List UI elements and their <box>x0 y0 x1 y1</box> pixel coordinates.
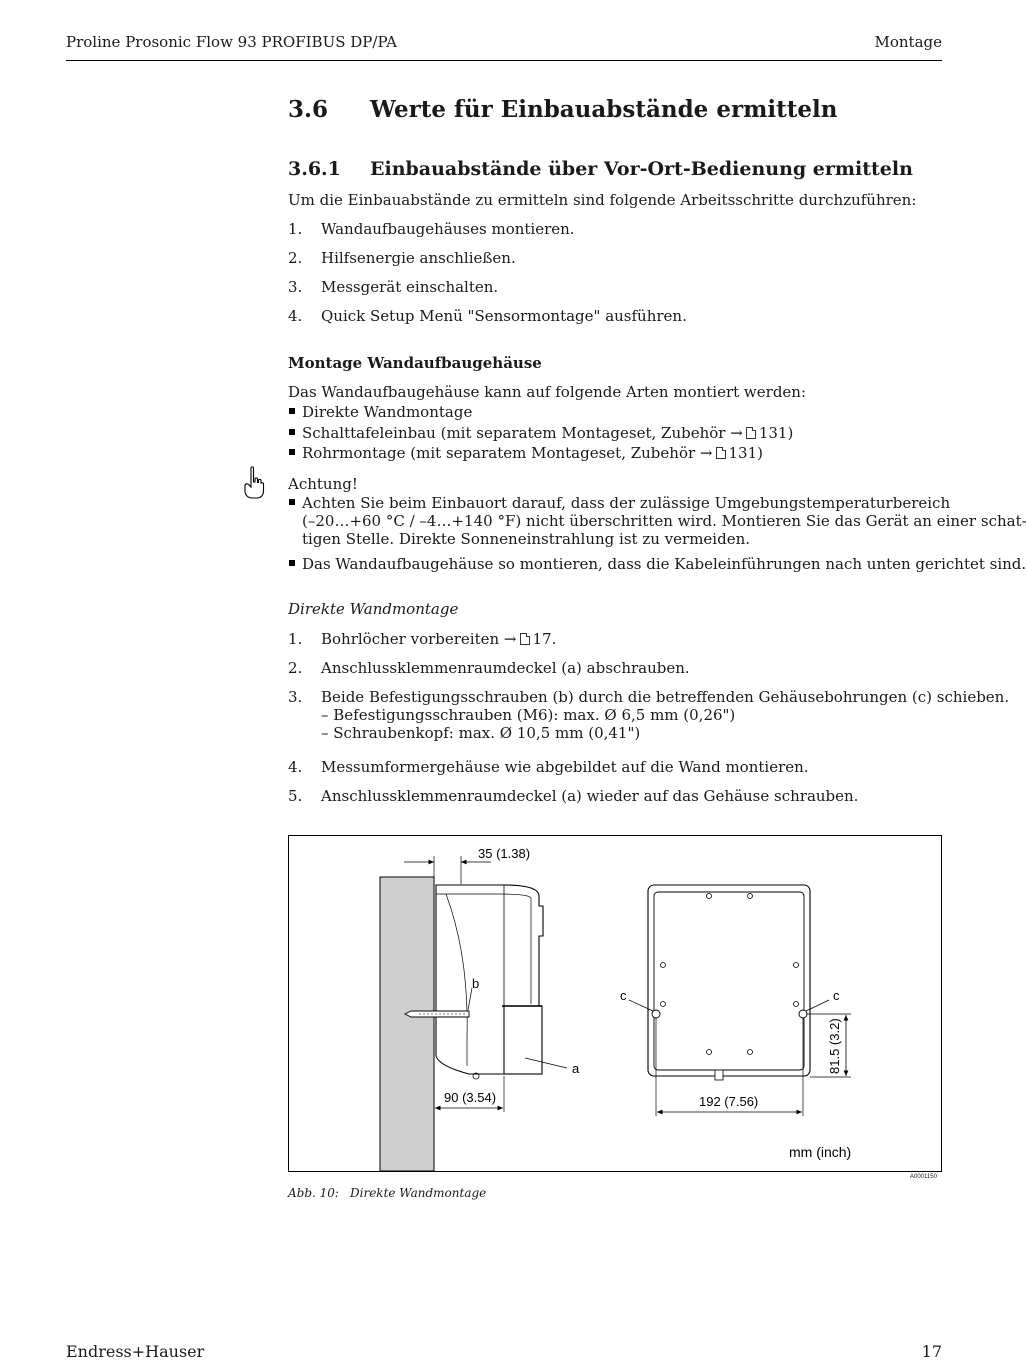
label-c: c <box>620 988 627 1003</box>
footer-company: Endress+Hauser <box>66 1342 205 1361</box>
pointing-hand-icon <box>243 466 265 500</box>
caution-bullet: Das Wandaufbaugehäuse so montieren, dass die Kabeleinführungen nach unten gerichtet sind. <box>288 555 1026 573</box>
label-b: b <box>472 976 480 991</box>
dim-height: 81.5 (3.2) <box>827 1018 842 1074</box>
label-c: c <box>833 988 840 1003</box>
step-item: 1. Wandaufbaugehäuses montieren. <box>288 220 575 238</box>
figure-id: A0001150 <box>910 1174 937 1180</box>
terminal-cover-a <box>504 1006 542 1074</box>
page-reference-icon <box>746 427 756 439</box>
montage-heading: Montage Wandaufbaugehäuse <box>288 354 542 372</box>
subsection-title: Einbauabstände über Vor-Ort-Bedienung ermitteln <box>370 158 913 180</box>
figure-frame <box>288 835 942 1172</box>
housing-front-view <box>648 885 810 1076</box>
bullet-item: Schalttafeleinbau (mit separatem Montageset, Zubehör → 131) <box>288 424 793 442</box>
caution-bullet: Achten Sie beim Einbauort darauf, dass der zulässige Umgebungstemperaturbereich (–20…+60 °C / –4…+140 °F) nicht überschritten wird. Montieren Sie das Gerät an einer schat- tigen Stelle. Direkte Sonneneinstrahlung ist zu vermeiden. <box>288 494 1027 548</box>
bore-hole-c <box>652 1010 660 1018</box>
figure-caption: Abb. 10: Direkte Wandmontage <box>288 1186 487 1200</box>
header-rule <box>66 60 942 61</box>
section-heading <box>288 96 837 123</box>
step-item: 1. Bohrlöcher vorbereiten → 17. <box>288 630 557 648</box>
section-title: Werte für Einbauabstände ermitteln <box>370 96 838 123</box>
subsection-number: 3.6.1 <box>288 158 341 180</box>
label-a: a <box>572 1061 580 1076</box>
step-item: 2. Anschlussklemmenraumdeckel (a) abschrauben. <box>288 659 690 677</box>
bullet-item: Rohrmontage (mit separatem Montageset, Zubehör → 131) <box>288 444 763 462</box>
page-reference-icon <box>520 633 530 645</box>
step-item: 5. Anschlussklemmenraumdeckel (a) wieder auf das Gehäuse schrauben. <box>288 787 859 805</box>
step-item: 4. Quick Setup Menü "Sensormontage" ausführen. <box>288 307 687 325</box>
step-item: 4. Messumformergehäuse wie abgebildet auf die Wand montieren. <box>288 758 809 776</box>
intro-text: Um die Einbauabstände zu ermitteln sind folgende Arbeitsschritte durchzuführen: <box>288 191 917 209</box>
step-item: 3. Messgerät einschalten. <box>288 278 499 296</box>
bullet-item: Direkte Wandmontage <box>288 403 472 421</box>
step-item: 2. Hilfsenergie anschließen. <box>288 249 516 267</box>
dim-depth: 90 (3.54) <box>444 1090 497 1105</box>
dim-top: 35 (1.38) <box>478 846 531 861</box>
dim-width: 192 (7.56) <box>699 1094 759 1109</box>
section-number: 3.6 <box>288 96 329 123</box>
subsection-heading <box>288 158 913 180</box>
wall-section <box>380 877 434 1171</box>
caution-title: Achtung! <box>288 475 358 493</box>
bore-hole-c <box>799 1010 807 1018</box>
montage-intro: Das Wandaufbaugehäuse kann auf folgende Arten montiert werden: <box>288 383 807 401</box>
units-label: mm (inch) <box>789 1144 852 1160</box>
mounting-drawing <box>289 836 941 1171</box>
header-section: Montage <box>874 33 942 51</box>
direkt-heading: Direkte Wandmontage <box>288 600 459 618</box>
page-number: 17 <box>921 1342 942 1361</box>
header-title: Proline Prosonic Flow 93 PROFIBUS DP/PA <box>66 33 397 51</box>
page-reference-icon <box>716 447 726 459</box>
step-item: 3. Beide Befestigungsschrauben (b) durch die betreffenden Gehäusebohrungen (c) schieben. – Befestigungsschrauben (M6): max. Ø 6,5 mm (0,26") – Schraubenkopf: max. Ø 10,5 mm (0,41") <box>288 688 1010 742</box>
